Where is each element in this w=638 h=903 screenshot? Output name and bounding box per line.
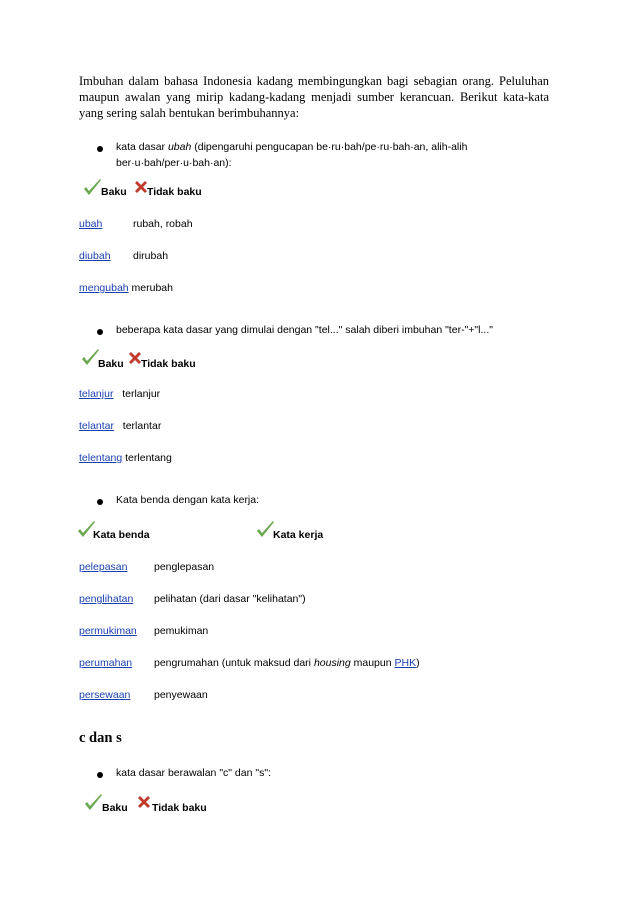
word-row xyxy=(79,452,172,464)
word-verb: penyewaan xyxy=(154,689,208,701)
word-nonstandard: terlantar xyxy=(122,420,162,432)
header-baku: Baku xyxy=(98,358,124,370)
cross-icon xyxy=(136,794,152,810)
bullet-icon xyxy=(97,329,103,335)
bullet-icon xyxy=(97,146,103,152)
word-verb: pelihatan (dari dasar "kelihatan") xyxy=(154,593,306,605)
bullet-icon xyxy=(97,499,103,505)
bullet-text-emphasis: ubah xyxy=(167,141,192,153)
word-nonstandard: rubah, robah xyxy=(133,218,193,230)
intro-line: yang sering salah bentukan berimbuhannya: xyxy=(79,106,300,120)
bullet-icon xyxy=(97,772,103,778)
word-link[interactable]: penglihatan xyxy=(79,593,134,605)
word-verb: pemukiman xyxy=(154,625,209,637)
word-row xyxy=(79,388,160,400)
intro-line: Imbuhan dalam bahasa Indonesia kadang membingungkan bagi sebagian orang. Peluluhan xyxy=(79,74,549,88)
header-tidak-baku: Tidak baku xyxy=(152,802,207,814)
bullet-text-part: (dipengaruhi pengucapan be·ru·bah/pe·ru·bah·an, alih-alih xyxy=(191,141,468,153)
word-verb: penglepasan xyxy=(154,561,215,573)
bullet-text xyxy=(116,141,467,153)
bullet-text-part: kata dasar xyxy=(116,141,168,153)
word-link[interactable]: telentang xyxy=(79,452,123,464)
word-verb-emphasis: housing xyxy=(313,657,351,669)
header-tidak-baku: Tidak baku xyxy=(147,186,202,198)
intro-line: maupun awalan yang mirip kadang-kadang menjadi sumber kerancuan. Berikut kata-kata xyxy=(79,90,549,104)
phk-link[interactable]: PHK xyxy=(394,657,417,669)
word-link[interactable]: mengubah xyxy=(79,282,129,294)
word-link[interactable]: telantar xyxy=(79,420,115,432)
word-nonstandard: terlentang xyxy=(125,452,172,464)
header-kata-kerja: Kata kerja xyxy=(273,529,324,541)
word-link[interactable]: diubah xyxy=(79,250,111,262)
word-link[interactable]: permukiman xyxy=(79,625,137,637)
bullet-text: Kata benda dengan kata kerja: xyxy=(116,494,260,506)
check-icon xyxy=(84,793,103,813)
word-verb-part: ) xyxy=(416,657,420,669)
word-nonstandard: terlanjur xyxy=(122,388,161,400)
bullet-text-line2: ber·u·bah/per·u·bah·an): xyxy=(116,157,232,169)
word-row xyxy=(79,282,173,294)
word-verb xyxy=(154,657,420,669)
bullet-text: kata dasar berawalan "c" dan "s": xyxy=(116,767,271,779)
section-heading: c dan s xyxy=(79,730,122,746)
word-link[interactable]: telanjur xyxy=(79,388,114,400)
header-baku: Baku xyxy=(102,802,128,814)
word-link[interactable]: persewaan xyxy=(79,689,131,701)
check-icon xyxy=(83,178,102,198)
word-nonstandard: merubah xyxy=(131,282,173,294)
word-nonstandard: dirubah xyxy=(133,250,169,262)
word-link[interactable]: perumahan xyxy=(79,657,133,669)
header-kata-benda: Kata benda xyxy=(93,529,150,541)
intro-paragraph xyxy=(79,73,549,121)
word-link[interactable]: ubah xyxy=(79,218,103,230)
header-tidak-baku: Tidak baku xyxy=(141,358,196,370)
bullet-text: beberapa kata dasar yang dimulai dengan "tel..." salah diberi imbuhan "ter-"+"l..." xyxy=(116,324,493,336)
word-link[interactable]: pelepasan xyxy=(79,561,128,573)
header-baku: Baku xyxy=(101,186,127,198)
word-verb-part: maupun xyxy=(350,657,395,669)
word-row xyxy=(79,420,161,432)
word-verb-part: pengrumahan (untuk maksud dari xyxy=(154,657,314,669)
